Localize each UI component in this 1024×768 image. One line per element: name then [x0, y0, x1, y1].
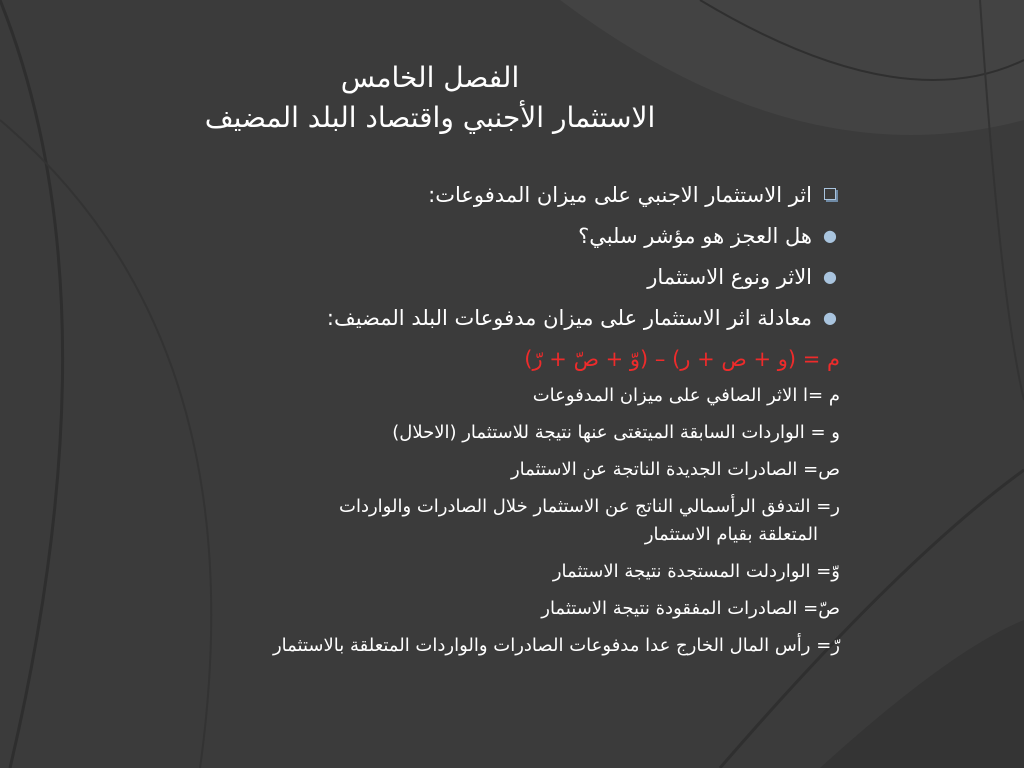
- title-line-2: الاستثمار الأجنبي واقتصاد البلد المضيف: [204, 101, 656, 134]
- bullet-text: الاثر ونوع الاستثمار: [647, 265, 812, 289]
- definition-m: م =ا الاثر الصافي على ميزان المدفوعات: [532, 385, 840, 406]
- bullet-item: [40, 303, 840, 333]
- bullet-text: اثر الاستثمار الاجنبي على ميزان المدفوعات:: [428, 183, 812, 207]
- dot-bullet-icon: ●: [823, 308, 837, 327]
- definition-r-line-2: المتعلقة بقيام الاستثمار: [644, 524, 818, 545]
- dot-bullet-icon: ●: [823, 267, 837, 286]
- slide-content: [40, 180, 840, 669]
- bullet-item: [40, 180, 840, 210]
- definition-r-line-1: ر= التدفق الرأسمالي الناتج عن الاستثمار خلال الصادرات والواردات: [339, 496, 840, 517]
- definition-r: [40, 493, 840, 549]
- bullet-text: هل العجز هو مؤشر سلبي؟: [578, 224, 812, 248]
- dot-bullet-icon: ●: [823, 226, 837, 245]
- bullet-item: [40, 221, 840, 251]
- title-line-1: الفصل الخامس: [340, 61, 520, 94]
- slide-title: [60, 58, 800, 138]
- definition-s: ص= الصادرات الجديدة الناتجة عن الاستثمار: [510, 459, 840, 480]
- square-bullet-icon: [824, 188, 836, 200]
- definition-s2: صّ= الصادرات المفقودة نتيجة الاستثمار: [541, 598, 840, 619]
- equation: م = (و + ص + ر) – (وّ + صّ + رّ): [524, 347, 840, 371]
- bullet-item: [40, 262, 840, 292]
- definition-r2: رّ= رأس المال الخارج عدا مدفوعات الصادرات والواردات المتعلقة بالاستثمار: [272, 635, 840, 656]
- definition-w2: وّ= الواردلت المستجدة نتيجة الاستثمار: [552, 561, 840, 582]
- bullet-text: معادلة اثر الاستثمار على ميزان مدفوعات البلد المضيف:: [326, 306, 812, 330]
- definition-w: و = الواردات السابقة الميتغتى عنها نتيجة للاستثمار (الاحلال): [392, 422, 840, 443]
